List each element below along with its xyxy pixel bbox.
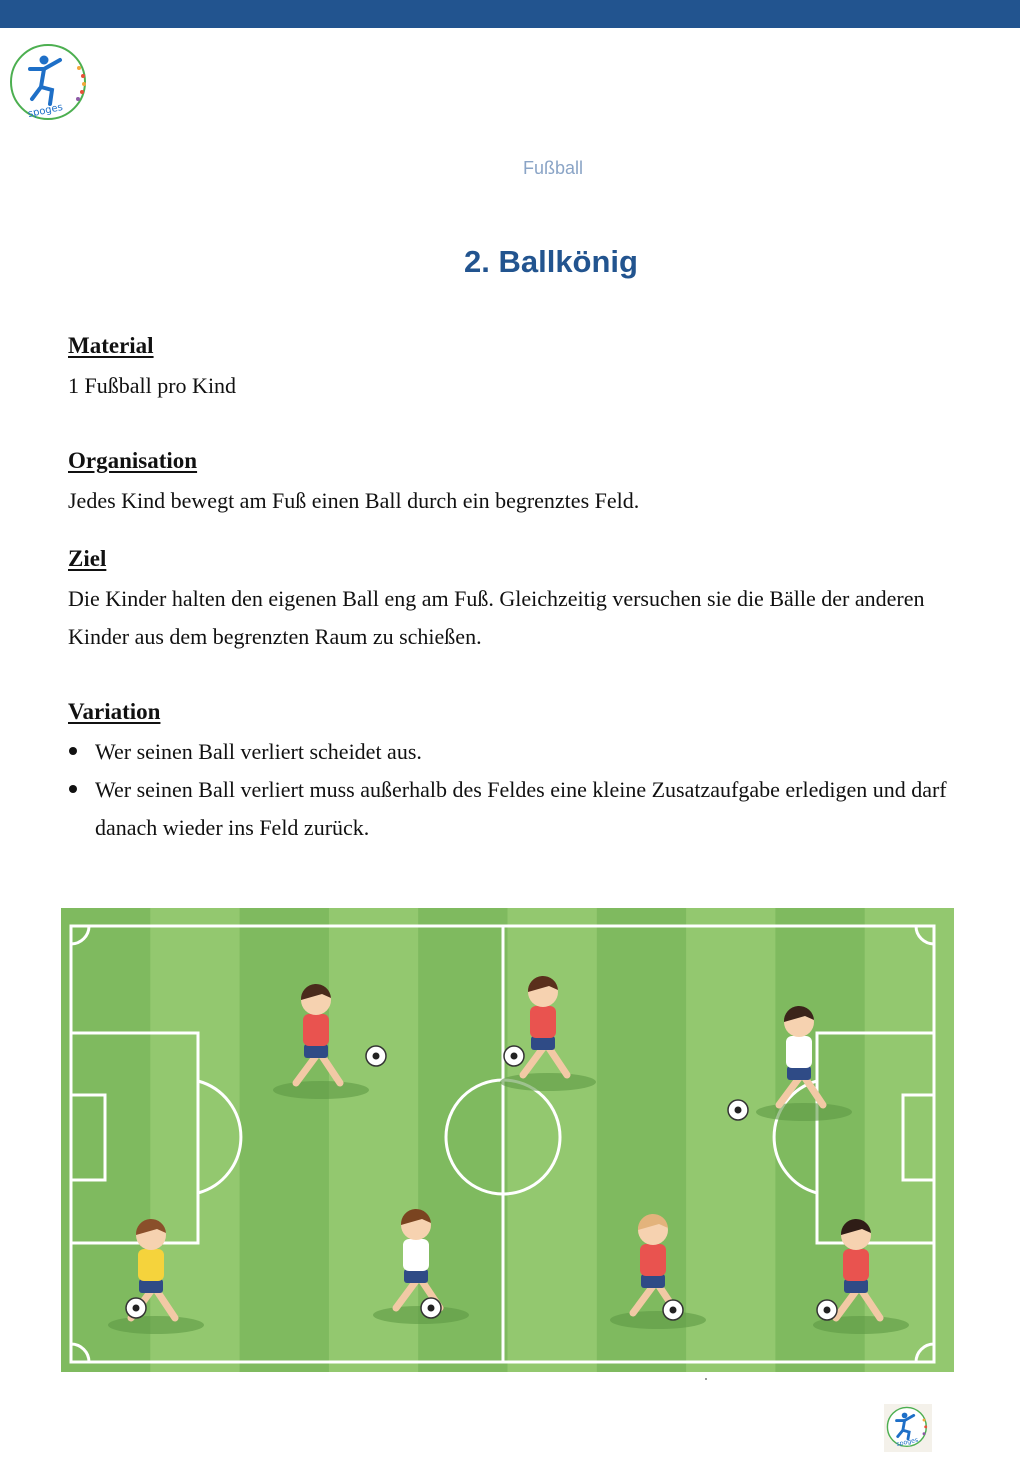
pitch-stripe — [865, 908, 954, 1372]
soccer-ball — [817, 1300, 837, 1320]
pitch-stripe — [329, 908, 419, 1372]
subject-label: Fußball — [522, 158, 584, 178]
spoges-footer-logo — [884, 1404, 932, 1452]
soccer-ball — [504, 1046, 524, 1066]
material-text: 1 Fußball pro Kind — [68, 373, 237, 398]
soccer-ball — [366, 1046, 386, 1066]
material-heading: Material — [68, 333, 154, 358]
variation-list — [68, 733, 978, 847]
soccer-ball — [126, 1298, 146, 1318]
page-mark — [705, 1378, 707, 1380]
pitch-stripe — [240, 908, 330, 1372]
variation-item: Wer seinen Ball verliert scheidet aus. — [68, 733, 978, 771]
soccer-field-illustration — [61, 908, 954, 1372]
page-title: 2. Ballkönig — [464, 244, 638, 279]
variation-heading: Variation — [68, 699, 161, 724]
ziel-heading: Ziel — [68, 546, 107, 571]
soccer-ball — [421, 1298, 441, 1318]
logo-text: spoges — [26, 101, 64, 121]
organisation-text: Jedes Kind bewegt am Fuß einen Ball durch ein begrenztes Feld. — [68, 488, 640, 513]
pitch-stripe — [508, 908, 598, 1372]
spoges-logo — [8, 42, 92, 126]
footer-logo-text: spoges — [895, 1436, 919, 1449]
organisation-heading: Organisation — [68, 448, 198, 473]
ziel-text: Die Kinder halten den eigenen Ball eng am Fuß. Gleichzeitig versuchen sie die Bälle der anderen Kinder aus dem begrenzten Raum zu schießen. — [68, 586, 925, 649]
pitch-stripe — [686, 908, 776, 1372]
soccer-ball — [728, 1100, 748, 1120]
variation-item: Wer seinen Ball verliert muss außerhalb des Feldes eine kleine Zusatzaufgabe erledigen und darf danach wieder ins Feld zurück. — [68, 771, 978, 847]
top-bar — [0, 0, 1020, 28]
soccer-ball — [663, 1300, 683, 1320]
